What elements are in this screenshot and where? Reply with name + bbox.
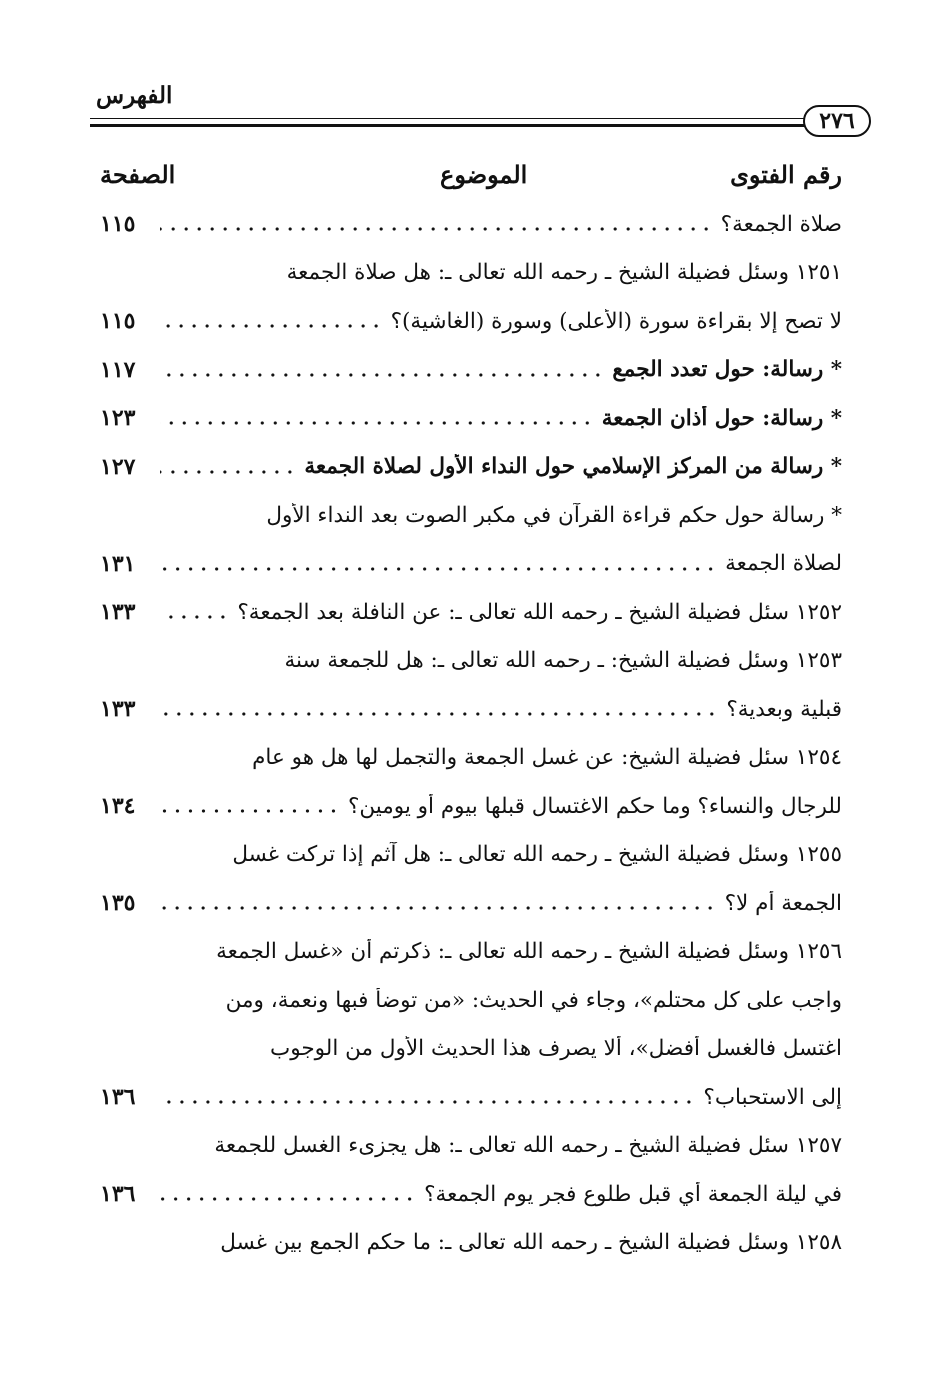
dot-leader (160, 227, 713, 231)
header-rule-thin (90, 118, 805, 119)
index-row (100, 734, 842, 783)
index-entry-page: ١٢٣ (100, 405, 136, 432)
index-entry-text: الجمعة أم لا؟ (724, 890, 842, 916)
index-entry-text: لصلاة الجمعة (725, 551, 842, 577)
index-row (100, 346, 842, 395)
column-header-topic: الموضوع (440, 160, 528, 189)
index-row (100, 443, 842, 492)
index-entry-text: ١٢٥٦ وسئل فضيلة الشيخ ـ رحمه الله تعالى ـ: ذكرتم أن «غسل الجمعة (216, 939, 842, 965)
dot-leader (160, 324, 383, 328)
index-entry-text: إلى الاستحباب؟ (703, 1084, 842, 1110)
dot-leader (160, 1197, 416, 1201)
index-entry-page: ١٣٣ (100, 599, 136, 626)
index-row (100, 297, 842, 346)
index-entry-text: * رسالة من المركز الإسلامي حول النداء الأول لصلاة الجمعة (304, 454, 842, 480)
index-row (100, 637, 842, 686)
dot-leader (160, 567, 717, 571)
dot-leader (160, 373, 604, 377)
dot-leader (160, 906, 717, 910)
index-row (100, 1025, 842, 1074)
index-entry-page: ١٣٦ (100, 1084, 136, 1111)
index-entry-text: واجب على كل محتلم»، وجاء في الحديث: «من توضأ فبها ونعمة، ومن (225, 987, 842, 1013)
dot-leader (160, 1100, 695, 1104)
index-row (100, 928, 842, 977)
index-row (100, 394, 842, 443)
index-row (100, 1073, 842, 1122)
page-number-badge: ٢٧٦ (803, 105, 871, 137)
index-entry-text: ١٢٥٣ وسئل فضيلة الشيخ: ـ رحمه الله تعالى ـ: هل للجمعة سنة (284, 648, 842, 674)
index-entry-text: * رسالة: حول أذان الجمعة (601, 405, 842, 431)
index-entry-page: ١٣٤ (100, 793, 136, 820)
dot-leader (160, 421, 594, 425)
index-entry-text: لا تصح إلا بقراءة سورة (الأعلى) وسورة (الغاشية)؟ (390, 308, 842, 334)
index-entry-text: اغتسل فالغسل أفضل»، ألا يصرف هذا الحديث الأول من الوجوب (270, 1036, 842, 1062)
index-row (100, 249, 842, 298)
index-row (100, 879, 842, 928)
index-entry-text: * رسالة: حول تعدد الجمع (612, 357, 842, 383)
index-row (100, 200, 842, 249)
index-entry-text: ١٢٥٢ سئل فضيلة الشيخ ـ رحمه الله تعالى ـ: عن النافلة بعد الجمعة؟ (237, 599, 842, 625)
index-entry-page: ١٣٥ (100, 890, 136, 917)
index-row (100, 685, 842, 734)
index-row (100, 1170, 842, 1219)
index-entry-text: ١٢٥١ وسئل فضيلة الشيخ ـ رحمه الله تعالى ـ: هل صلاة الجمعة (286, 260, 842, 286)
dot-leader (160, 712, 718, 716)
index-row (100, 831, 842, 880)
index-row (100, 491, 842, 540)
column-header-page: الصفحة (100, 160, 176, 189)
header-rule-thick (90, 124, 805, 127)
index-row (100, 976, 842, 1025)
running-title: الفهرس (96, 82, 173, 109)
index-entry-text: للرجال والنساء؟ وما حكم الاغتسال قبلها بيوم أو يومين؟ (347, 793, 842, 819)
index-entry-text: ١٢٥٧ سئل فضيلة الشيخ ـ رحمه الله تعالى ـ: هل يجزىء الغسل للجمعة (214, 1133, 842, 1159)
index-entry-page: ١١٥ (100, 211, 136, 238)
index-row (100, 1219, 842, 1268)
column-header-fatwa-number: رقم الفتوى (730, 160, 842, 189)
index-row (100, 588, 842, 637)
index-entry-page: ١٢٧ (100, 453, 136, 480)
index-list (100, 200, 842, 1267)
index-entry-page: ١١٥ (100, 308, 136, 335)
index-entry-text: ١٢٥٨ وسئل فضيلة الشيخ ـ رحمه الله تعالى ـ: ما حكم الجمع بين غسل (220, 1230, 842, 1256)
dot-leader (160, 470, 296, 474)
index-entry-text: * رسالة حول حكم قراءة القرآن في مكبر الصوت بعد النداء الأول (266, 502, 842, 528)
index-entry-text: صلاة الجمعة؟ (720, 211, 842, 237)
dot-leader (160, 615, 229, 619)
index-row (100, 540, 842, 589)
index-entry-page: ١٣٦ (100, 1181, 136, 1208)
index-entry-text: ١٢٥٥ وسئل فضيلة الشيخ ـ رحمه الله تعالى ـ: هل آثم إذا تركت غسل (232, 842, 842, 868)
index-entry-text: قبلية وبعدية؟ (726, 696, 842, 722)
index-entry-page: ١٣١ (100, 550, 136, 577)
index-entry-page: ١٣٣ (100, 696, 136, 723)
index-row (100, 1122, 842, 1171)
index-entry-page: ١١٧ (100, 356, 136, 383)
dot-leader (160, 809, 340, 813)
index-entry-text: ١٢٥٤ سئل فضيلة الشيخ: عن غسل الجمعة والتجمل لها هل هو عام (252, 745, 842, 771)
index-entry-text: في ليلة الجمعة أي قبل طلوع فجر يوم الجمعة؟ (424, 1181, 842, 1207)
index-row (100, 782, 842, 831)
